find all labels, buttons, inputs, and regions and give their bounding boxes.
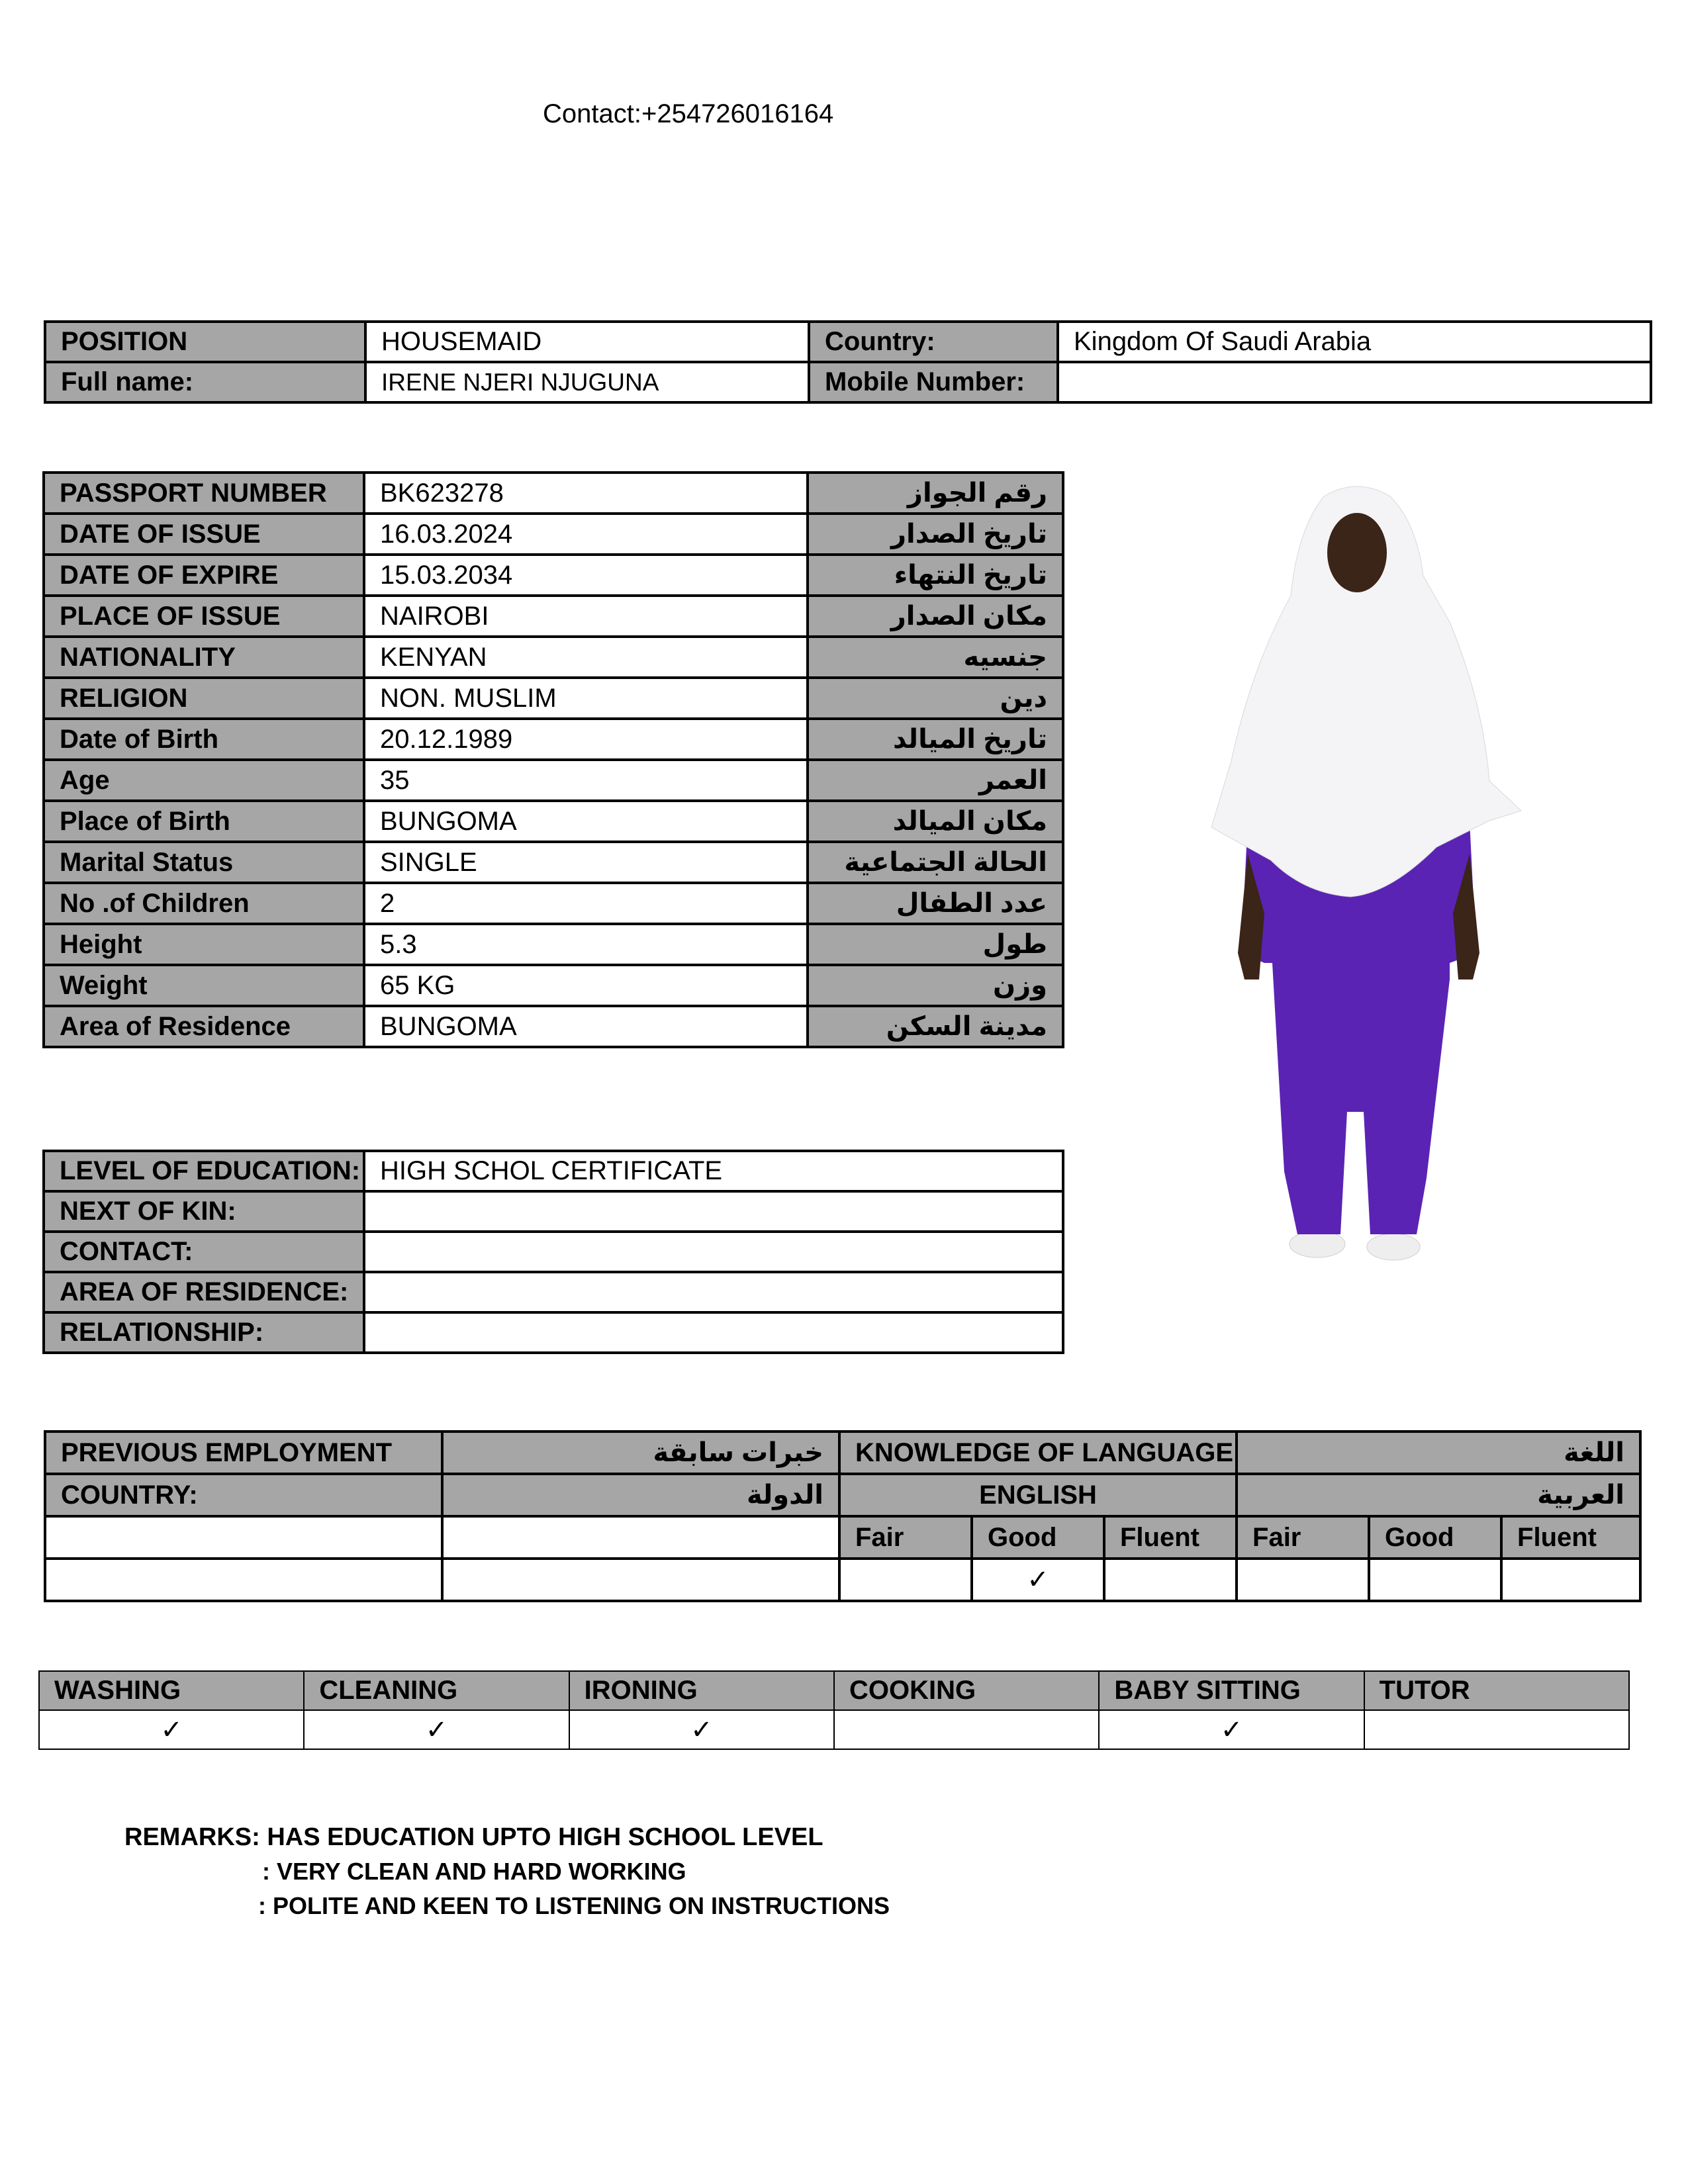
field-value: 20.12.1989	[364, 719, 808, 760]
level-fair: Fair	[1237, 1516, 1369, 1559]
employment-country-label: COUNTRY:	[45, 1474, 442, 1516]
field-label: PASSPORT NUMBER	[44, 473, 364, 514]
remarks-line: REMARKS: HAS EDUCATION UPTO HIGH SCHOOL LEVEL	[124, 1823, 823, 1851]
field-label: Date of Birth	[44, 719, 364, 760]
table-row	[44, 1312, 1063, 1353]
table-row	[39, 1710, 1629, 1749]
field-value: SINGLE	[364, 842, 808, 883]
employment-cell	[442, 1559, 839, 1601]
field-label: Age	[44, 760, 364, 801]
field-label: Marital Status	[44, 842, 364, 883]
field-value: BUNGOMA	[364, 1006, 808, 1047]
education-value	[364, 1191, 1063, 1232]
skills-table	[38, 1670, 1630, 1750]
field-arabic-label: مكان الصدار	[808, 596, 1063, 637]
field-label: Place of Birth	[44, 801, 364, 842]
field-value: NAIROBI	[364, 596, 808, 637]
education-label: LEVEL OF EDUCATION:	[44, 1151, 364, 1191]
position-table	[44, 320, 1652, 404]
field-arabic-label: طول	[808, 924, 1063, 965]
field-label: No .of Children	[44, 883, 364, 924]
field-value: KENYAN	[364, 637, 808, 678]
table-row	[44, 1191, 1063, 1232]
table-row	[44, 678, 1063, 719]
field-value: BK623278	[364, 473, 808, 514]
check-mark: ✓	[304, 1710, 569, 1749]
education-label: CONTACT:	[44, 1232, 364, 1272]
candidate-figure	[1079, 450, 1688, 1277]
language-label: KNOWLEDGE OF LANGUAGE	[839, 1432, 1237, 1474]
table-row	[44, 842, 1063, 883]
table-row	[44, 801, 1063, 842]
education-table	[42, 1150, 1064, 1354]
country-label: Country:	[809, 322, 1058, 362]
table-row	[44, 1006, 1063, 1047]
field-label: Area of Residence	[44, 1006, 364, 1047]
table-row	[44, 1272, 1063, 1312]
field-value: 2	[364, 883, 808, 924]
mobile-label: Mobile Number:	[809, 362, 1058, 402]
previous-employment-arabic: خبرات سابقة	[442, 1432, 839, 1474]
fullname-value: IRENE NJERI NJUGUNA	[365, 362, 809, 402]
field-arabic-label: تاريخ النتهاء	[808, 555, 1063, 596]
level-good: Good	[972, 1516, 1104, 1559]
table-row	[44, 883, 1063, 924]
field-label: RELIGION	[44, 678, 364, 719]
field-arabic-label: تاريخ الميالد	[808, 719, 1063, 760]
remarks	[124, 1820, 890, 1923]
check-mark	[1364, 1710, 1629, 1749]
table-row	[44, 965, 1063, 1006]
check-mark: ✓	[569, 1710, 834, 1749]
check-mark: ✓	[1099, 1710, 1364, 1749]
table-row	[44, 596, 1063, 637]
language-arabic: اللغة	[1237, 1432, 1640, 1474]
field-value: 35	[364, 760, 808, 801]
education-value	[364, 1232, 1063, 1272]
check-mark	[1369, 1559, 1501, 1601]
table-row	[45, 362, 1651, 402]
field-arabic-label: جنسيه	[808, 637, 1063, 678]
field-value: 15.03.2034	[364, 555, 808, 596]
field-arabic-label: رقم الجواز	[808, 473, 1063, 514]
field-label: Weight	[44, 965, 364, 1006]
employment-country-arabic: الدولة	[442, 1474, 839, 1516]
level-fluent: Fluent	[1104, 1516, 1237, 1559]
education-value	[364, 1312, 1063, 1353]
table-row	[44, 719, 1063, 760]
position-label: POSITION	[45, 322, 365, 362]
personal-details-table	[42, 471, 1064, 1048]
skill-cleaning: CLEANING	[304, 1671, 569, 1710]
table-row	[44, 1232, 1063, 1272]
table-row	[45, 1516, 1640, 1559]
check-mark	[1501, 1559, 1640, 1601]
employment-cell	[442, 1516, 839, 1559]
fullname-label: Full name:	[45, 362, 365, 402]
remarks-line: : POLITE AND KEEN TO LISTENING ON INSTRUCTIONS	[258, 1892, 890, 1919]
level-fair: Fair	[839, 1516, 972, 1559]
field-arabic-label: مكان الميالد	[808, 801, 1063, 842]
field-arabic-label: العمر	[808, 760, 1063, 801]
check-mark	[1104, 1559, 1237, 1601]
english-label: ENGLISH	[839, 1474, 1237, 1516]
field-value: BUNGOMA	[364, 801, 808, 842]
level-fluent: Fluent	[1501, 1516, 1640, 1559]
position-value: HOUSEMAID	[365, 322, 809, 362]
check-mark	[1237, 1559, 1369, 1601]
field-value: 16.03.2024	[364, 514, 808, 555]
table-row	[44, 637, 1063, 678]
education-label: RELATIONSHIP:	[44, 1312, 364, 1353]
field-label: PLACE OF ISSUE	[44, 596, 364, 637]
field-label: DATE OF ISSUE	[44, 514, 364, 555]
check-mark	[839, 1559, 972, 1601]
skill-cooking: COOKING	[834, 1671, 1099, 1710]
field-value: NON. MUSLIM	[364, 678, 808, 719]
contact-number: Contact:+254726016164	[543, 99, 834, 128]
mobile-value	[1058, 362, 1651, 402]
skill-ironing: IRONING	[569, 1671, 834, 1710]
field-label: DATE OF EXPIRE	[44, 555, 364, 596]
field-label: NATIONALITY	[44, 637, 364, 678]
check-mark: ✓	[39, 1710, 304, 1749]
table-row	[44, 514, 1063, 555]
previous-employment-label: PREVIOUS EMPLOYMENT	[45, 1432, 442, 1474]
field-arabic-label: وزن	[808, 965, 1063, 1006]
field-arabic-label: تاريخ الصدار	[808, 514, 1063, 555]
field-arabic-label: الحالة الجتماعية	[808, 842, 1063, 883]
skill-tutor: TUTOR	[1364, 1671, 1629, 1710]
table-row	[44, 760, 1063, 801]
table-row	[39, 1671, 1629, 1710]
field-value: 5.3	[364, 924, 808, 965]
table-row	[45, 1432, 1640, 1474]
employment-language-table	[44, 1430, 1642, 1602]
check-mark	[834, 1710, 1099, 1749]
education-label: AREA OF RESIDENCE:	[44, 1272, 364, 1312]
remarks-line: : VERY CLEAN AND HARD WORKING	[262, 1858, 686, 1885]
skill-washing: WASHING	[39, 1671, 304, 1710]
field-label: Height	[44, 924, 364, 965]
table-row	[45, 1559, 1640, 1601]
check-mark: ✓	[972, 1559, 1104, 1601]
table-row	[45, 322, 1651, 362]
table-row	[44, 1151, 1063, 1191]
table-row	[44, 555, 1063, 596]
employment-cell	[45, 1516, 442, 1559]
education-value: HIGH SCHOL CERTIFICATE	[364, 1151, 1063, 1191]
table-row	[45, 1474, 1640, 1516]
field-value: 65 KG	[364, 965, 808, 1006]
field-arabic-label: مدينة السكن	[808, 1006, 1063, 1047]
skill-baby-sitting: BABY SITTING	[1099, 1671, 1364, 1710]
employment-cell	[45, 1559, 442, 1601]
field-arabic-label: دين	[808, 678, 1063, 719]
education-label: NEXT OF KIN:	[44, 1191, 364, 1232]
education-value	[364, 1272, 1063, 1312]
arabic-language-label: العربية	[1237, 1474, 1640, 1516]
field-arabic-label: عدد الطفال	[808, 883, 1063, 924]
table-row	[44, 473, 1063, 514]
level-good: Good	[1369, 1516, 1501, 1559]
country-value: Kingdom Of Saudi Arabia	[1058, 322, 1651, 362]
candidate-photo	[1079, 450, 1688, 1277]
table-row	[44, 924, 1063, 965]
